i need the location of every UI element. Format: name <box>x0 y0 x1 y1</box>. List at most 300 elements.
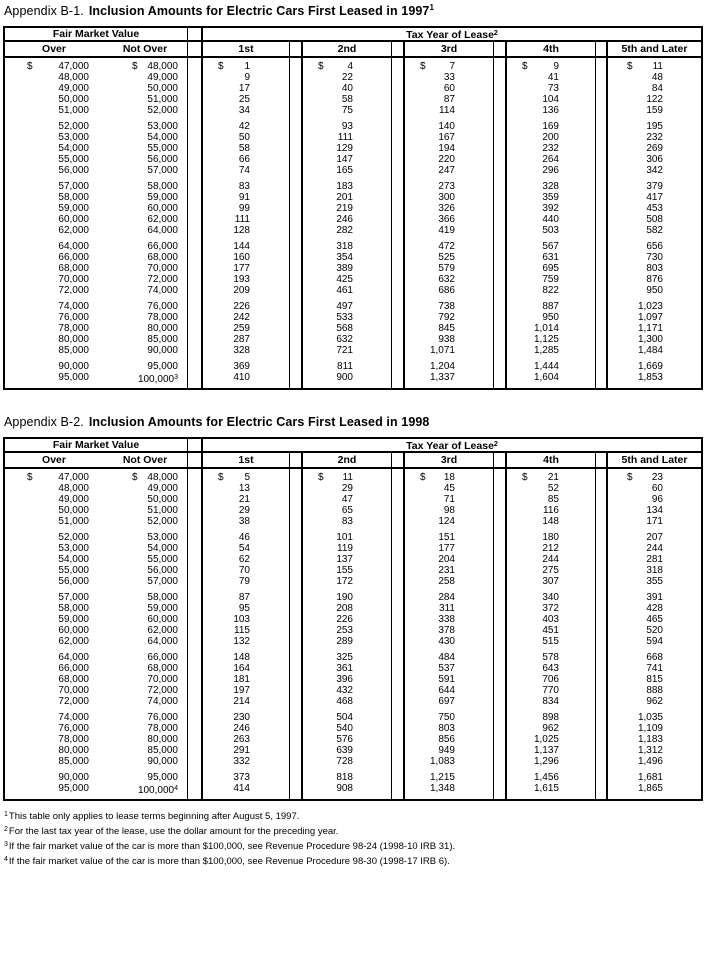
footnote <box>4 823 721 838</box>
table-cell: 29 <box>238 505 250 517</box>
table-cell: 50,000 <box>58 505 89 517</box>
table-cell: 59,000 <box>58 203 89 215</box>
table-cell: 54 <box>238 543 250 555</box>
table-cell: 70 <box>238 565 250 577</box>
table-cell: 11 $ <box>627 61 663 73</box>
table-cell: 9 $ <box>522 61 559 73</box>
table-cell: 90,000 <box>147 345 178 357</box>
column-header-over: Over <box>42 43 66 56</box>
table-cell: 64,000 <box>147 636 178 648</box>
table-cell: 60,000 <box>147 614 178 626</box>
table-cell: 537 <box>438 663 455 675</box>
table-cell: 83 <box>238 181 250 193</box>
table-cell: 291 <box>233 745 250 757</box>
table-cell: 52,000 <box>58 121 89 133</box>
footnote-text: If the fair market value of the car is more than $100,000, see Revenue Procedure 98-30 (1998-17 IRB 6). <box>8 856 450 868</box>
table-cell: 306 <box>646 154 663 166</box>
table-cell: 1,604 <box>533 372 559 384</box>
table-cell: 591 <box>438 674 455 686</box>
table-cell: 60,000 <box>58 214 89 226</box>
table-cell: 484 <box>438 652 455 664</box>
table-cell: 389 <box>336 263 353 275</box>
column-header-4th: 4th <box>505 453 596 467</box>
table-header-row-1 <box>5 28 701 42</box>
table-cell: 686 <box>438 285 455 297</box>
appendix-b1-section <box>3 3 721 390</box>
table-cell: 62 <box>238 554 250 566</box>
table-cell: 962 <box>646 696 663 708</box>
footnote <box>4 808 721 823</box>
table-header-row-2 <box>5 42 701 58</box>
table-cell: 70,000 <box>147 263 178 275</box>
table-cell: 741 <box>646 663 663 675</box>
table-cell: 803 <box>438 723 455 735</box>
table-cell: 148 <box>233 652 250 664</box>
table-cell: 70,000 <box>58 274 89 286</box>
table-cell: 99 <box>238 203 250 215</box>
table-cell: 57,000 <box>58 181 89 193</box>
table-cell: 504 <box>336 712 353 724</box>
table-cell: 639 <box>336 745 353 757</box>
table-cell: 74,000 <box>147 696 178 708</box>
table-cell: 533 <box>336 312 353 324</box>
table-cell: 300 <box>438 192 455 204</box>
table-cell: 568 <box>336 323 353 335</box>
table-cell: 1,669 <box>637 361 663 373</box>
table-cell: 578 <box>542 652 559 664</box>
dollar-sign: $ <box>218 61 224 73</box>
table-cell: 770 <box>542 685 559 697</box>
table-cell: 38 <box>238 516 250 528</box>
table-cell: 417 <box>646 192 663 204</box>
table-cell: 76,000 <box>58 312 89 324</box>
table-cell: 582 <box>646 225 663 237</box>
table-cell: 632 <box>336 334 353 346</box>
tax-year-of-lease-header <box>201 28 701 40</box>
table-cell: 1,183 <box>637 734 663 746</box>
table-cell: 246 <box>233 723 250 735</box>
table-cell: 1,444 <box>533 361 559 373</box>
table-cell: 95 <box>238 603 250 615</box>
table-cell: 289 <box>336 636 353 648</box>
table-cell: 232 <box>646 132 663 144</box>
table-cell: 212 <box>542 543 559 555</box>
table-cell: 1,853 <box>637 372 663 384</box>
table-cell: 200 <box>542 132 559 144</box>
table-cell: 750 <box>438 712 455 724</box>
table-cell: 76,000 <box>147 301 178 313</box>
table-cell: 56,000 <box>147 154 178 166</box>
column-header-5th-and-later: 5th and Later <box>606 453 701 467</box>
table-cell: 33 <box>443 72 455 84</box>
table-cell: 96 <box>651 494 663 506</box>
table-cell: 66 <box>238 154 250 166</box>
table-cell: 815 <box>646 674 663 686</box>
table-cell: 66,000 <box>147 241 178 253</box>
table-cell: 379 <box>646 181 663 193</box>
table-cell: 48 <box>651 72 663 84</box>
dollar-sign: $ <box>132 472 138 484</box>
table-cell: 66,000 <box>58 663 89 675</box>
table-cell: 888 <box>646 685 663 697</box>
table-cell: 193 <box>233 274 250 286</box>
table-cell: 103 <box>233 614 250 626</box>
table-cell: 201 <box>336 192 353 204</box>
table-cell: 242 <box>233 312 250 324</box>
table-cell: 95,000 <box>58 783 89 795</box>
inclusion-table-b2 <box>3 437 703 801</box>
table-cell: 728 <box>336 756 353 768</box>
table-cell: 520 <box>646 625 663 637</box>
footnote <box>4 838 721 853</box>
table-cell: 42 <box>238 121 250 133</box>
footnote-text: For the last tax year of the lease, use the dollar amount for the preceding year. <box>8 826 339 838</box>
table-cell: 515 <box>542 636 559 648</box>
table-cell: 1,681 <box>637 772 663 784</box>
table-cell: 48,000 $ <box>132 61 178 73</box>
table-cell: 721 <box>336 345 353 357</box>
table-cell: 273 <box>438 181 455 193</box>
column-header-1st: 1st <box>201 42 290 56</box>
table-cell: 129 <box>336 143 353 155</box>
table-cell: 52,000 <box>147 105 178 117</box>
table-cell: 430 <box>438 636 455 648</box>
table-cell: 54,000 <box>58 143 89 155</box>
table-title-b2 <box>4 414 721 429</box>
table-cell: 340 <box>542 592 559 604</box>
table-column-3rd <box>403 58 494 388</box>
table-cell: 1,215 <box>429 772 455 784</box>
table-cell: 325 <box>336 652 353 664</box>
table-cell: 80,000 <box>147 734 178 746</box>
table-cell: 46 <box>238 532 250 544</box>
table-cell: 1,865 <box>637 783 663 795</box>
tax-year-of-lease-header <box>201 439 701 451</box>
table-cell: 60 <box>443 83 455 95</box>
table-cell: 668 <box>646 652 663 664</box>
table-column-4th <box>505 58 596 388</box>
column-header-not-over: Not Over <box>103 453 188 467</box>
table-cell: 1,456 <box>533 772 559 784</box>
table-cell: 950 <box>646 285 663 297</box>
table-cell: 419 <box>438 225 455 237</box>
table-cell: 247 <box>438 165 455 177</box>
table-cell: 391 <box>646 592 663 604</box>
table-cell: 576 <box>336 734 353 746</box>
table-cell: 792 <box>438 312 455 324</box>
table-cell: 706 <box>542 674 559 686</box>
table-cell: 366 <box>438 214 455 226</box>
table-cell: 468 <box>336 696 353 708</box>
table-cell: 759 <box>542 274 559 286</box>
table-cell: 119 <box>337 543 353 555</box>
table-cell: 259 <box>233 323 250 335</box>
footnote-number: 3 <box>4 841 8 849</box>
table-cell: 5 $ <box>218 472 250 484</box>
table-cell: 18 $ <box>420 472 455 484</box>
table-cell: 567 <box>542 241 559 253</box>
table-column-1st <box>201 469 290 799</box>
table-cell: 845 <box>438 323 455 335</box>
table-cell: 803 <box>646 263 663 275</box>
table-cell: 1 $ <box>218 61 250 73</box>
title-prefix: Appendix B-1. <box>4 4 84 19</box>
dollar-sign: $ <box>420 472 426 484</box>
title-footnote-ref: 1 <box>429 3 435 12</box>
dollar-sign: $ <box>132 61 138 73</box>
table-cell: 378 <box>438 625 455 637</box>
table-cell: 900 <box>336 372 353 384</box>
table-cell: 95,000 <box>58 372 89 384</box>
table-cell: 263 <box>233 734 250 746</box>
table-column-2nd <box>301 469 392 799</box>
table-cell: 369 <box>233 361 250 373</box>
dollar-sign: $ <box>627 61 633 73</box>
table-cell: 425 <box>336 274 353 286</box>
table-cell: 326 <box>438 203 455 215</box>
table-cell: 697 <box>438 696 455 708</box>
table-cell: 144 <box>233 241 250 253</box>
table-cell: 181 <box>233 674 250 686</box>
table-cell: 328 <box>233 345 250 357</box>
table-cell: 90,000 <box>58 772 89 784</box>
table-cell: 83 <box>341 516 353 528</box>
table-cell: 220 <box>438 154 455 166</box>
tax-year-label: Tax Year of Lease <box>406 440 494 453</box>
table-cell: 95,000 <box>147 772 178 784</box>
table-cell: 207 <box>646 532 663 544</box>
table-cell: 68,000 <box>147 663 178 675</box>
table-cell: 695 <box>542 263 559 275</box>
table-cell: 359 <box>542 192 559 204</box>
table-cell: 84 <box>651 83 663 95</box>
footnote-number: 2 <box>4 826 8 834</box>
table-cell: 1,023 <box>637 301 663 313</box>
table-cell: 167 <box>438 132 455 144</box>
table-cell: 1,171 <box>637 323 663 335</box>
table-cell: 328 <box>542 181 559 193</box>
table-cell: 64,000 <box>147 225 178 237</box>
table-cell: 54,000 <box>147 132 178 144</box>
table-cell: 52 <box>547 483 559 495</box>
table-cell: 57,000 <box>147 576 178 588</box>
tax-year-footnote-ref: 2 <box>493 441 498 449</box>
table-column-5th-and-later <box>606 469 701 799</box>
table-column-over <box>5 469 103 799</box>
table-cell: 49,000 <box>147 483 178 495</box>
table-cell: 246 <box>336 214 353 226</box>
table-cell: 4 $ <box>318 61 353 73</box>
table-cell: 284 <box>438 592 455 604</box>
table-cell: 197 <box>233 685 250 697</box>
table-title-b1 <box>4 3 721 18</box>
table-cell: 51,000 <box>147 505 178 517</box>
table-cell: 938 <box>438 334 455 346</box>
table-cell: 101 <box>336 532 353 544</box>
table-cell: 66,000 <box>58 252 89 264</box>
column-header-4th: 4th <box>505 42 596 56</box>
table-cell: 579 <box>438 263 455 275</box>
dollar-sign: $ <box>420 61 426 73</box>
table-cell: 41 <box>547 72 559 84</box>
table-cell: 57,000 <box>147 165 178 177</box>
table-cell: 372 <box>542 603 559 615</box>
table-cell: 11 $ <box>318 472 353 484</box>
table-cell: 822 <box>542 285 559 297</box>
table-cell: 644 <box>438 685 455 697</box>
table-cell: 354 <box>336 252 353 264</box>
table-cell: 124 <box>438 516 455 528</box>
table-cell: 111 <box>234 214 250 226</box>
table-cell: 834 <box>542 696 559 708</box>
table-cell: 51,000 <box>58 516 89 528</box>
table-cell: 91 <box>238 192 250 204</box>
table-cell: 1,025 <box>533 734 559 746</box>
table-cell: 62,000 <box>147 214 178 226</box>
table-cell: 318 <box>646 565 663 577</box>
table-cell: 1,285 <box>533 345 559 357</box>
table-cell: 48,000 <box>58 483 89 495</box>
table-body <box>5 469 701 799</box>
table-cell: 190 <box>336 592 353 604</box>
table-cell: 1,097 <box>637 312 663 324</box>
table-cell: 78,000 <box>147 723 178 735</box>
table-cell: 338 <box>438 614 455 626</box>
table-cell: 75 <box>341 105 353 117</box>
table-cell: 1,484 <box>637 345 663 357</box>
table-cell: 74 <box>238 165 250 177</box>
table-cell: 137 <box>336 554 353 566</box>
table-cell: 410 <box>233 372 250 384</box>
table-cell: 59,000 <box>147 603 178 615</box>
table-cell: 169 <box>542 121 559 133</box>
table-cell: 1,014 <box>533 323 559 335</box>
table-cell: 148 <box>542 516 559 528</box>
table-cell: 264 <box>542 154 559 166</box>
table-column-over <box>5 58 103 388</box>
table-cell: 1,348 <box>429 783 455 795</box>
table-cell: 508 <box>646 214 663 226</box>
table-column-not-over <box>103 469 188 799</box>
table-cell: 54,000 <box>58 554 89 566</box>
table-cell: 22 <box>341 72 353 84</box>
table-cell: 171 <box>646 516 663 528</box>
table-cell: 876 <box>646 274 663 286</box>
footnote-number: 1 <box>4 811 8 819</box>
table-cell: 68,000 <box>58 674 89 686</box>
table-cell: 58,000 <box>58 603 89 615</box>
table-cell: 1,137 <box>533 745 559 757</box>
table-cell: 87 <box>238 592 250 604</box>
table-cell: 49,000 <box>147 72 178 84</box>
table-cell: 204 <box>438 554 455 566</box>
table-cell: 52,000 <box>147 516 178 528</box>
dollar-sign: $ <box>318 472 324 484</box>
table-cell: 55,000 <box>147 554 178 566</box>
footnote-text: If the fair market value of the car is more than $100,000, see Revenue Procedure 98-24 (1998-10 IRB 31). <box>8 841 456 853</box>
tax-year-label: Tax Year of Lease <box>406 29 494 42</box>
table-cell: 451 <box>542 625 559 637</box>
table-cell: 194 <box>438 143 455 155</box>
table-cell: 65 <box>341 505 353 517</box>
table-cell: 342 <box>646 165 663 177</box>
table-cell: 78,000 <box>147 312 178 324</box>
table-cell: 90,000 <box>147 756 178 768</box>
table-cell: 1,337 <box>429 372 455 384</box>
table-cell: 318 <box>336 241 353 253</box>
table-cell: 51,000 <box>58 105 89 117</box>
column-header-2nd: 2nd <box>301 453 392 467</box>
table-cell: 132 <box>233 636 250 648</box>
table-cell: 68,000 <box>58 263 89 275</box>
table-cell: 54,000 <box>147 543 178 555</box>
table-cell: 48,000 $ <box>132 472 178 484</box>
footnotes <box>4 808 721 868</box>
table-cell: 432 <box>336 685 353 697</box>
table-cell: 73 <box>547 83 559 95</box>
table-cell: 53,000 <box>147 532 178 544</box>
table-cell: 230 <box>233 712 250 724</box>
table-cell: 428 <box>646 603 663 615</box>
table-cell: 17 <box>238 83 250 95</box>
table-cell: 90,000 <box>58 361 89 373</box>
table-cell: 68,000 <box>147 252 178 264</box>
table-cell: 7 $ <box>420 61 455 73</box>
table-cell: 631 <box>542 252 559 264</box>
table-cell: 64,000 <box>58 241 89 253</box>
table-cell: 209 <box>233 285 250 297</box>
table-cell: 856 <box>438 734 455 746</box>
table-cell: 71 <box>443 494 455 506</box>
fair-market-value-header: Fair Market Value <box>5 28 188 40</box>
table-cell: 396 <box>336 674 353 686</box>
table-column-2nd <box>301 58 392 388</box>
table-cell: 56,000 <box>58 576 89 588</box>
table-cell: 79 <box>238 576 250 588</box>
table-cell: 100,000$^3$ <box>137 374 178 386</box>
table-cell: 898 <box>542 712 559 724</box>
table-cell: 414 <box>233 783 250 795</box>
table-cell: 282 <box>336 225 353 237</box>
table-cell: 134 <box>646 505 663 517</box>
table-cell: 949 <box>438 745 455 757</box>
table-cell: 53,000 <box>147 121 178 133</box>
table-cell: 93 <box>341 121 353 133</box>
table-cell: 114 <box>439 105 455 117</box>
table-cell: 53,000 <box>58 543 89 555</box>
table-cell: 53,000 <box>58 132 89 144</box>
table-cell: 49,000 <box>58 83 89 95</box>
table-cell: 1,204 <box>429 361 455 373</box>
table-cell: 74,000 <box>58 301 89 313</box>
table-cell: 403 <box>542 614 559 626</box>
table-column-5th-and-later <box>606 58 701 388</box>
dollar-sign: $ <box>27 472 33 484</box>
table-cell: 226 <box>233 301 250 313</box>
table-cell: 887 <box>542 301 559 313</box>
table-cell: 307 <box>542 576 559 588</box>
table-cell: 219 <box>336 203 353 215</box>
table-cell: 151 <box>438 532 455 544</box>
table-cell: 632 <box>438 274 455 286</box>
table-cell: 373 <box>233 772 250 784</box>
table-cell: 1,300 <box>637 334 663 346</box>
table-cell: 275 <box>542 565 559 577</box>
table-cell: 59,000 <box>58 614 89 626</box>
column-header-5th-and-later: 5th and Later <box>606 42 701 56</box>
table-cell: 160 <box>233 252 250 264</box>
table-cell: 56,000 <box>147 565 178 577</box>
